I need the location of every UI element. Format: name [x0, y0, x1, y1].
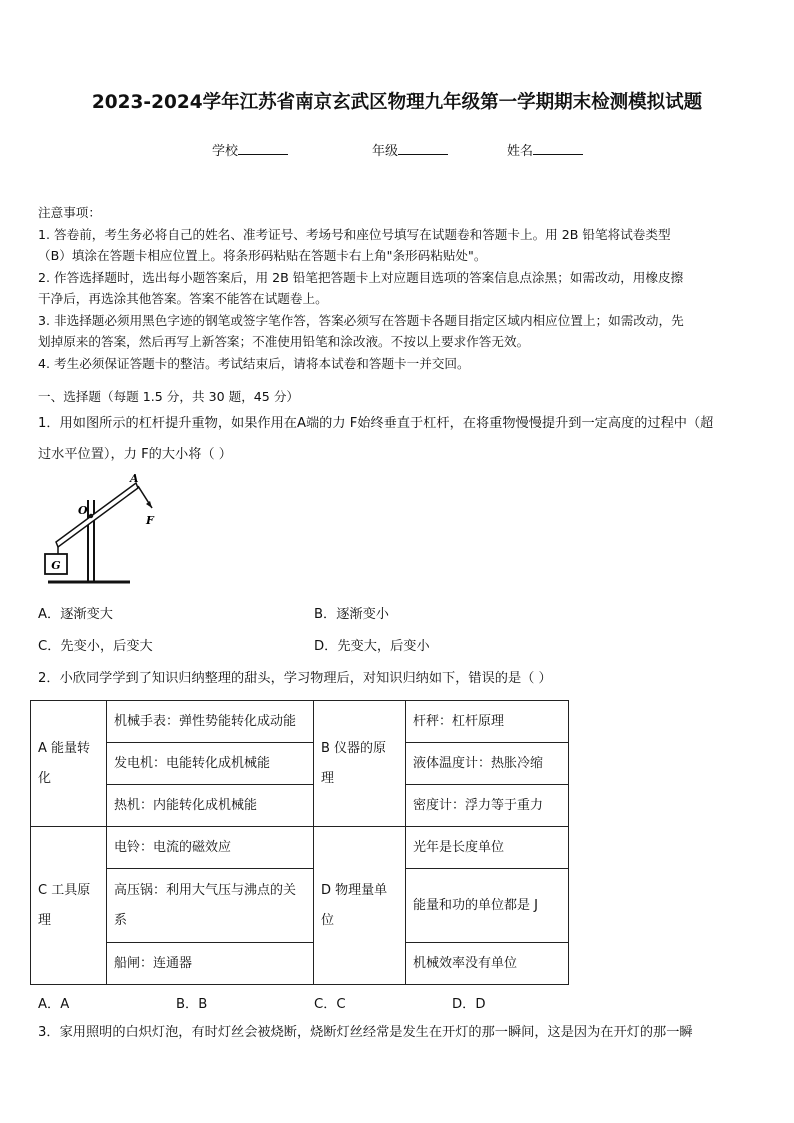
question-3-text: 3．家用照明的白炽灯泡，有时灯丝会被烧断，烧断灯丝经常是发生在开灯的那一瞬间，这是因为在开灯的那一瞬: [38, 1025, 693, 1040]
grade-blank: [398, 142, 448, 155]
instruction-2a: 2. 作答选择题时，选出每小题答案后，用 2B 铅笔把答题卡上对应题目选项的答案信息点涂黑；如需改动，用橡皮擦: [38, 269, 684, 285]
cell-c-3: 船闸：连通器: [107, 943, 314, 985]
name-label: 姓名: [507, 144, 534, 159]
school-label: 学校: [212, 144, 239, 159]
school-field: [212, 140, 288, 159]
cell-c-2: 高压锅：利用大气压与沸点的关系: [107, 869, 314, 943]
cell-b-1: 杆秤：杠杆原理: [406, 701, 569, 743]
label-f: F: [146, 514, 154, 527]
name-blank: [533, 142, 583, 155]
cell-a-1: 机械手表：弹性势能转化成动能: [107, 701, 314, 743]
school-blank: [238, 142, 288, 155]
q1-option-a: A．逐渐变大: [38, 607, 113, 622]
question-2: [38, 663, 758, 694]
pivot-point: [89, 514, 93, 518]
exam-title: 2023-2024学年江苏省南京玄武区物理九年级第一学期期末检测模拟试题: [91, 92, 703, 113]
instruction-3a: 3. 非选择题必须用黑色字迹的钢笔或签字笔作答，答案必须写在答题卡各题目指定区域内相应位置上；如需改动，先: [38, 312, 684, 328]
instruction-2b: 干净后，再选涂其他答案。答案不能答在试题卷上。: [38, 291, 328, 306]
question-1-line-2: 过水平位置），力 F的大小将（ ）: [38, 447, 232, 462]
section-heading: 一、选择题（每题 1.5 分，共 30 题，45 分）: [38, 389, 300, 404]
grade-field: [372, 140, 448, 159]
cell-a-head: A 能量转化: [31, 701, 107, 827]
instruction-3b: 划掉原来的答案，然后再写上新答案；不准使用铅笔和涂改液。不按以上要求作答无效。: [38, 334, 530, 349]
question-1: [38, 408, 758, 470]
q1-option-b: B．逐渐变小: [314, 607, 389, 622]
question-3: [38, 1017, 758, 1048]
cell-d-1: 光年是长度单位: [406, 827, 569, 869]
cell-d-head: D 物理量单位: [314, 827, 406, 985]
q2-option-d: D．D: [452, 997, 486, 1012]
force-arrowhead: [146, 501, 152, 508]
grade-label: 年级: [372, 144, 399, 159]
cell-b-3: 密度计：浮力等于重力: [406, 785, 569, 827]
q1-option-d: D．先变大，后变小: [314, 639, 430, 654]
lever-bar: [56, 483, 138, 547]
label-a: A: [130, 472, 139, 485]
cell-c-head: C 工具原理: [31, 827, 107, 985]
instruction-1a: 1. 答卷前，考生务必将自己的姓名、准考证号、考场号和座位号填写在试题卷和答题卡上。用 2B 铅笔将试卷类型: [38, 226, 671, 242]
question-1-line-1: 1．用如图所示的杠杆提升重物，如果作用在A端的力 F始终垂直于杠杆，在将重物慢慢提升到一定高度的过程中（超: [38, 416, 714, 431]
q2-option-a: A．A: [38, 997, 70, 1012]
label-g: G: [51, 559, 61, 572]
instructions: [38, 202, 758, 374]
instruction-4: 4. 考生必须保证答题卡的整洁。考试结束后，请将本试卷和答题卡一并交回。: [38, 355, 470, 371]
cell-b-head: B 仪器的原理: [314, 701, 406, 827]
cell-a-2: 发电机：电能转化成机械能: [107, 743, 314, 785]
cell-d-2: 能量和功的单位都是 J: [406, 869, 569, 943]
q2-option-b: B．B: [176, 997, 208, 1012]
instructions-heading: 注意事项：: [38, 205, 101, 220]
cell-d-3: 机械效率没有单位: [406, 943, 569, 985]
name-field: [507, 140, 583, 159]
lever-diagram: [38, 470, 168, 590]
knowledge-table: [30, 700, 569, 985]
q1-option-c: C．先变小，后变大: [38, 639, 153, 654]
q2-option-c: C．C: [314, 997, 346, 1012]
instruction-1b: （B）填涂在答题卡相应位置上。将条形码粘贴在答题卡右上角"条形码粘贴处"。: [38, 248, 487, 263]
cell-a-3: 热机：内能转化成机械能: [107, 785, 314, 827]
cell-b-2: 液体温度计：热胀冷缩: [406, 743, 569, 785]
question-2-text: 2．小欣同学学到了知识归纳整理的甜头，学习物理后，对知识归纳如下，错误的是（ ）: [38, 671, 552, 686]
label-o: O: [78, 504, 88, 517]
cell-c-1: 电铃：电流的磁效应: [107, 827, 314, 869]
